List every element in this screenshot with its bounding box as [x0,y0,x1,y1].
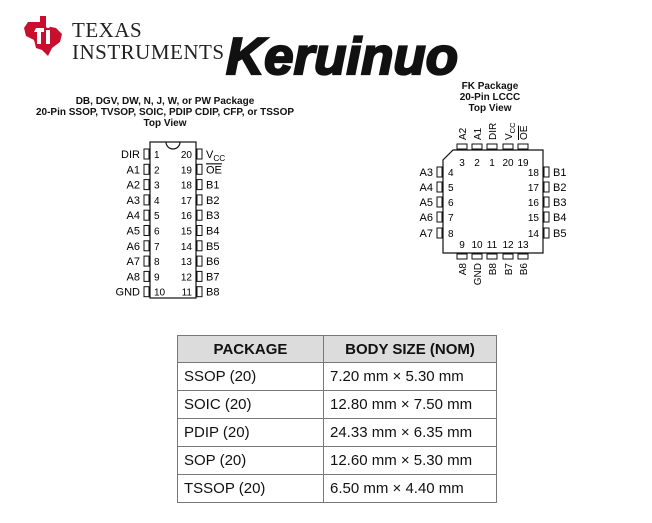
package-cell: TSSOP (20) [178,475,324,503]
ti-wordmark-line1: TEXAS [72,18,143,42]
pin-label: A8 [458,263,469,276]
fk-caption-line: 20-Pin LCCC [459,92,521,103]
pin-label: GND [115,286,140,299]
pin-lead [544,167,549,177]
pin-label: A6 [126,240,140,253]
pin-number: 17 [180,195,192,207]
pin-label: B2 [206,194,220,207]
pin-label: B5 [553,228,567,240]
pin-number: 10 [471,240,483,251]
package-cell: PDIP (20) [178,419,324,447]
dip-caption-line: Top View [143,118,187,129]
pin-lead [457,254,467,259]
pin-number: 4 [154,195,160,207]
pin-number: 6 [448,198,454,209]
table-row [178,419,497,447]
pin-label: DIR [488,122,499,140]
ti-wordmark-line2: INSTRUMENTS [72,40,225,64]
brand-text: Keruinuo [226,28,458,86]
pin-number: 15 [527,213,539,224]
pin-lead [437,167,442,177]
pin-number: 5 [154,211,160,223]
table-row [178,363,497,391]
pin-number: 20 [502,158,514,169]
column-header-body-size: BODY SIZE (NOM) [324,336,497,363]
pin-lead [487,254,497,259]
pin-number: 11 [181,287,192,299]
body-size-cell: 12.60 mm × 5.30 mm [324,447,497,475]
pin-number: 17 [527,183,539,194]
pin-number: 4 [448,168,454,179]
pin-number: 6 [154,226,160,238]
table-row [178,475,497,503]
pin-lead [437,182,442,192]
pin-label: B4 [553,212,567,224]
pin-label: $V_{CC}$ [206,149,226,163]
pin-label: OE [519,125,530,140]
pin-number: 15 [180,226,192,238]
pin-lead [437,197,442,207]
pin-label: B1 [553,167,567,179]
pin-label: B5 [206,240,220,253]
pin-number: 16 [180,211,192,223]
pin-lead [472,144,482,149]
fk-caption-line: Top View [468,103,512,114]
pin-label: OE [206,164,222,177]
pin-number: 1 [489,158,495,169]
pin-number: 10 [154,287,166,299]
pin-label: A1 [126,164,140,177]
pin-number: 11 [486,240,498,251]
pin-lead [544,197,549,207]
column-header-package: PACKAGE [178,336,324,363]
pin-label: B8 [206,286,220,299]
pin-label: A5 [126,225,140,238]
pin-number: 12 [502,240,514,251]
pin-number: 2 [474,158,480,169]
body-size-cell: 12.80 mm × 7.50 mm [324,391,497,419]
pin-label: A2 [126,179,140,192]
pin-label: A2 [458,127,469,140]
pin-label: A3 [126,194,140,207]
pin-label: B7 [504,263,515,276]
pin-label: GND [473,263,484,286]
body-size-cell: 6.50 mm × 4.40 mm [324,475,497,503]
pin-number: 13 [517,240,529,251]
pin-label: A1 [473,127,484,140]
pin-number: 5 [448,183,454,194]
fk-caption-line: FK Package [461,81,519,92]
pin-number: 19 [180,165,192,177]
pin-label: B3 [206,210,220,223]
pin-lead [487,144,497,149]
package-cell: SOIC (20) [178,391,324,419]
pin-lead [518,144,528,149]
pin-lead [518,254,528,259]
table-row [178,391,497,419]
dip-caption-line: DB, DGV, DW, N, J, W, or PW Package [75,96,255,107]
pin-label: A7 [419,228,433,240]
pin-number: 2 [154,165,160,177]
pin-number: 16 [527,198,539,209]
table-header-row [178,336,497,363]
pin-label: A4 [126,210,140,223]
pin-lead [437,228,442,238]
pin-number: 9 [154,272,160,284]
pin-label: A5 [419,197,433,209]
pin-label: B2 [553,182,567,194]
pin-number: 9 [459,240,465,251]
package-size-table [177,335,497,503]
pin-lead [503,144,513,149]
pin-label: B4 [206,225,220,238]
pin-number: 13 [180,257,192,269]
pin-label: B6 [206,256,220,269]
pin-number: 14 [180,241,192,253]
pin-number: 1 [154,150,160,161]
pin-label: A3 [419,167,433,179]
pin-label: B8 [488,263,499,276]
pin-number: 7 [154,241,160,253]
pin-label: A8 [126,271,140,284]
pin-number: 3 [154,180,160,192]
body-size-cell: 7.20 mm × 5.30 mm [324,363,497,391]
pin-label: B6 [519,263,530,276]
dip-caption-line: 20-Pin SSOP, TVSOP, SOIC, PDIP CDIP, CFP, or TSSOP [35,107,295,118]
body-size-cell: 24.33 mm × 6.35 mm [324,419,497,447]
pin-number: 19 [517,158,529,169]
pin-number: 3 [459,158,465,169]
pin-lead [457,144,467,149]
pin-lead [544,228,549,238]
pin-lead [503,254,513,259]
pin-number: 18 [180,180,192,192]
pin-number: 14 [527,229,539,240]
pin-label: DIR [121,149,140,161]
pin-number: 18 [527,168,539,179]
pin-number: 8 [448,229,454,240]
pin-number: 20 [180,150,192,161]
pin-label: A4 [419,182,433,194]
pin-lead [437,212,442,222]
pin-label: $V_{CC}$ [504,122,517,140]
package-cell: SSOP (20) [178,363,324,391]
pin-label: A6 [419,212,433,224]
pin-number: 8 [154,257,160,269]
pin-lead [544,212,549,222]
pin-label: A7 [126,256,140,269]
pin-label: B7 [206,271,220,284]
pin-lead [544,182,549,192]
package-cell: SOP (20) [178,447,324,475]
pin-number: 12 [180,272,192,284]
pin-label: B3 [553,197,567,209]
pin-number: 7 [448,213,454,224]
pin-label: B1 [206,179,220,192]
table-row [178,447,497,475]
pin-lead [472,254,482,259]
